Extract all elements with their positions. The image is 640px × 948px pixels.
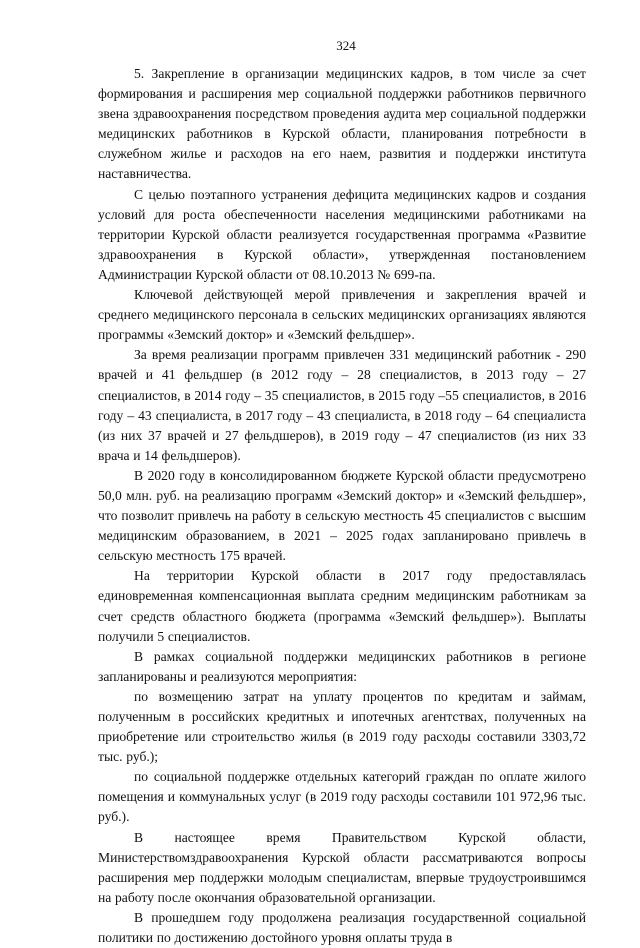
paragraph-loan-interest: по возмещению затрат на уплату процентов по кредитам и займам, полученным в российских кредитных и ипотечных агентствах, полученных на приобретение или строительство жилья (в 2019 году расходы составили 3303,72 тыс. руб.); <box>98 688 586 765</box>
paragraph-budget-2020: В 2020 году в консолидированном бюджете Курской области предусмотрено 50,0 млн. руб. на реализацию программ «Земский доктор» и «Земский фельдшер», что позволит привлечь на работу в сельскую местность 45 специалистов с высшим медицинским образованием, в 2021 – 2025 годах запланировано привлечь в сельскую местность 175 врачей. <box>98 467 586 564</box>
paragraph-support-measures-intro: В рамках социальной поддержки медицинских работников в регионе запланированы и реализуются мероприятия: <box>98 648 586 684</box>
paragraph-wage-policy: В прошедшем году продолжена реализация государственной социальной политики по достижению достойного уровня оплаты труда в <box>98 909 586 946</box>
page-number: 324 <box>336 38 356 53</box>
paragraph-cadre-retention: 5. Закрепление в организации медицинских кадров, в том числе за счет формирования и расширения мер социальной поддержки работников первичного звена здравоохранения посредством проведения аудита мер социальной поддержки медицинских работников в Курской области, планирования потребности в служебном жилье и расходов на его наем, развития и поддержки института наставничества. <box>98 66 586 182</box>
body-text <box>98 64 586 948</box>
paragraph-compensation-2017: На территории Курской области в 2017 году предоставлялась единовременная компенсационная выплата средним медицинским работникам за счет средств областного бюджета (программа «Земский фельдшер»). Выплаты получили 5 специалистов. <box>98 568 586 644</box>
paragraph-housing-utilities: по социальной поддержке отдельных категорий граждан по оплате жилого помещения и коммунальных услуг (в 2019 году расходы составили 101 972,96 тыс. руб.). <box>98 769 586 825</box>
paragraph-state-program: С целью поэтапного устранения дефицита медицинских кадров и создания условий для роста обеспеченности населения медицинскими работниками на территории Курской области реализуется государственная программа «Развитие здравоохранения в Курской области», утвержденная постановлением Администрации Курской области от 08.10.2013 № 699-па. <box>98 186 586 282</box>
paragraph-zemsky-programs: Ключевой действующей мерой привлечения и закрепления врачей и среднего медицинского персонала в сельских медицинских организациях являются программы «Земский доктор» и «Земский фельдшер». <box>98 287 586 343</box>
paragraph-young-specialists: В настоящее время Правительством Курской области, Министерствомздравоохранения Курской области рассматриваются вопросы расширения мер поддержки молодым специалистам, впервые трудоустроившимся на работу после окончания образовательной организации. <box>98 829 586 905</box>
paragraph-recruitment-stats: За время реализации программ привлечен 331 медицинский работник - 290 врачей и 41 фельдшер (в 2012 году – 28 специалистов, в 2013 году – 27 специалистов, в 2014 году – 35 специалистов, в 2015 году –55 специалистов, в 2016 году – 43 специалиста, в 2017 году – 43 специалиста, в 2018 году – 64 специалиста (из них 37 врачей и 27 фельдшеров), в 2019 году – 47 специалистов (из них 33 врача и 14 фельдшеров). <box>98 347 586 463</box>
